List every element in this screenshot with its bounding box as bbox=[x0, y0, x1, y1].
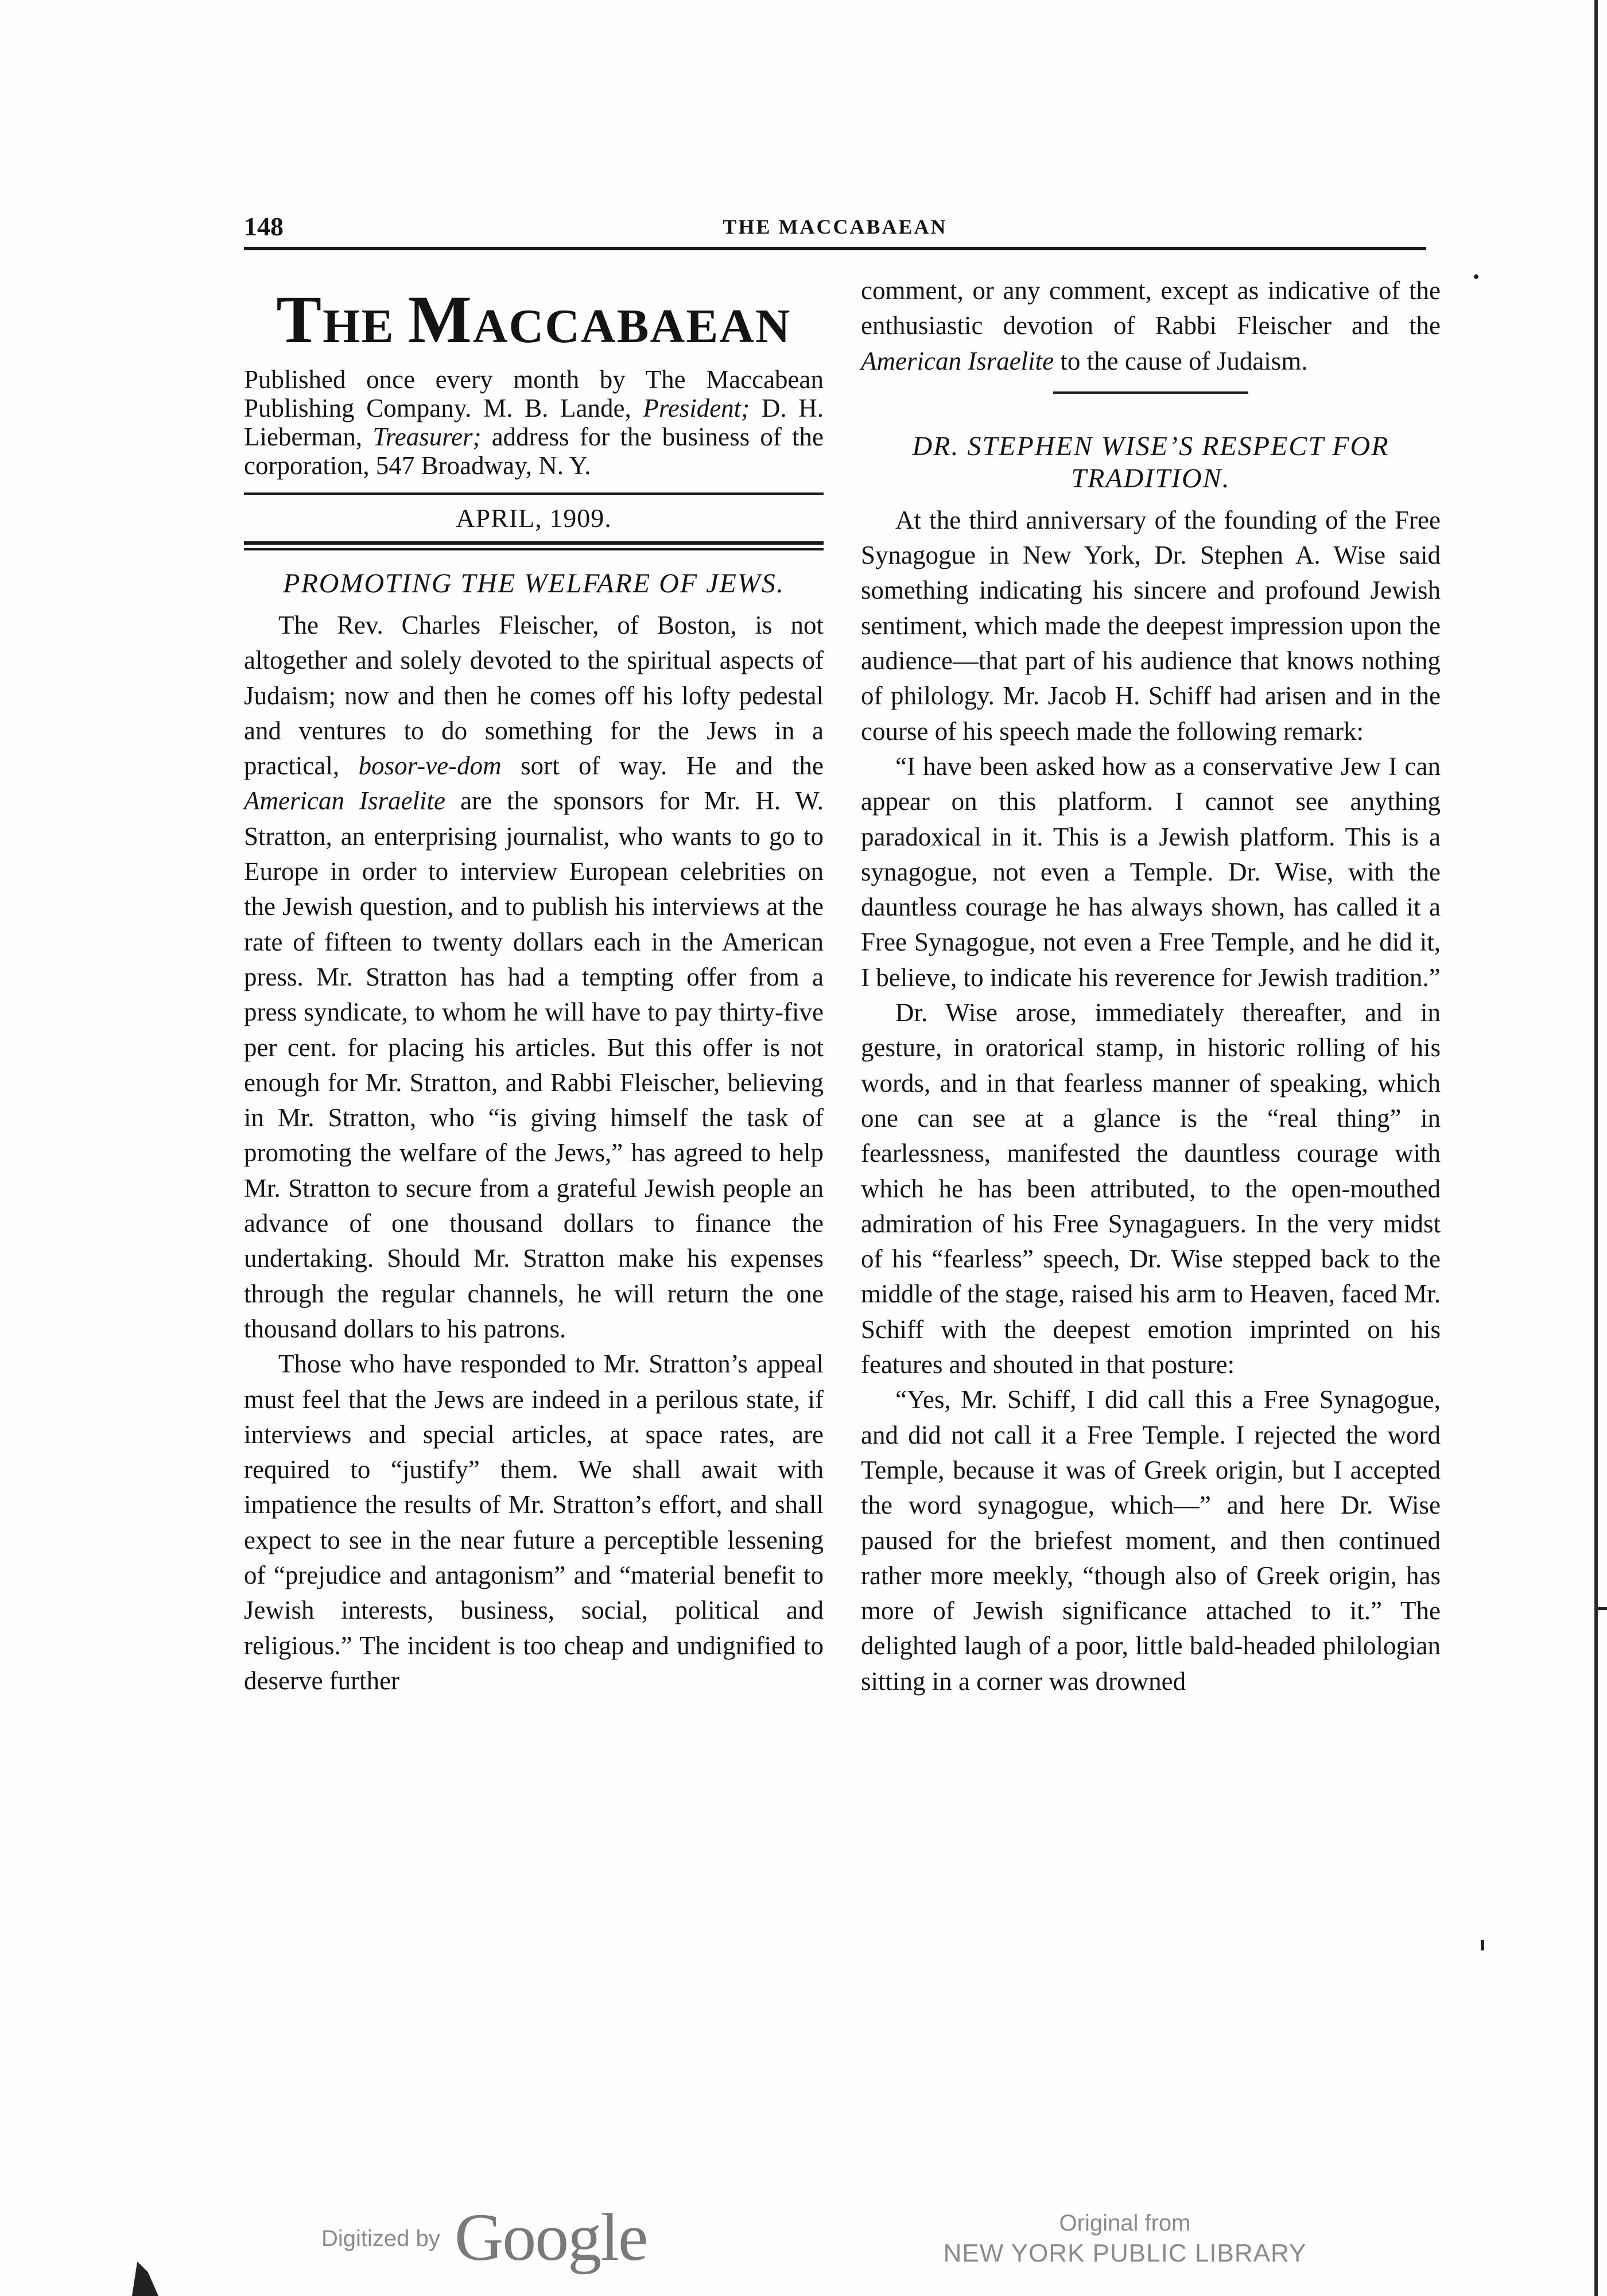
article1-heading: PROMOTING THE WELFARE OF JEWS. bbox=[283, 568, 785, 599]
masthead-title: THE MACCABAEAN bbox=[276, 282, 791, 357]
article1-paragraph-3: comment, or any comment, except as indicative of the enthusiastic devotion of Rabbi Fleischer and the American Israelite to the cause of Judaism. bbox=[861, 276, 1441, 375]
article2-paragraph-1: At the third anniversary of the founding of the Free Synagogue in New York, Dr. Stephen A. Wise said something indicating his sincere and profound Jewish sentiment, which made the deepest impression upon the audience—that part of his audience that knows nothing of philology. Mr. Jacob H. Schiff had arisen and in the course of his speech made the following remark: bbox=[861, 505, 1441, 746]
google-logo: Google bbox=[455, 2200, 647, 2275]
publisher-info: Published once every month by The Maccabean Publishing Company. M. B. Lande, President; D. H. Lieberman, Treasurer; address for the business of the corporation, 547 Broadway, N. Y. bbox=[244, 365, 824, 480]
scan-speck bbox=[1481, 1940, 1484, 1950]
issue-date: APRIL, 1909. bbox=[456, 503, 612, 533]
article1-paragraph-1: The Rev. Charles Fleischer, of Boston, is not altogether and solely devoted to the spiritual aspects of Judaism; now and then he comes off his lofty pedestal and ventures to do something for the Jews in a practical, bosor-ve-dom sort of way. He and the American Israelite are the sponsors for Mr. H. W. Stratton, an enterprising journalist, who wants to go to Europe in order to interview European celebrities on the Jewish question, and to publish his interviews at the rate of fifteen to twenty dollars each in the American press. Mr. Stratton has had a tempting offer from a press syndicate, to whom he will have to pay thirty-five per cent. for placing his articles. But this offer is not enough for Mr. Stratton, and Rabbi Fleischer, believing in Mr. Stratton, who “is giving himself the task of promoting the welfare of the Jews,” has agreed to help Mr. Stratton to secure from a grateful Jewish people an advance of one thousand dollars to finance the undertaking. Should Mr. Stratton make his expenses through the regular channels, he will return the one thousand dollars to his patrons. bbox=[244, 611, 824, 1343]
article2-paragraph-4: “Yes, Mr. Schiff, I did call this a Free Synagogue, and did not call it a Free Temple. I rejected the word Temple, because it was of Greek origin, but I accepted the word synagogue, which—” and here Dr. Wise paused for the briefest moment, and then continued rather more meekly, “though also of Greek origin, has more of Jewish significance attached to it.” The delighted laugh of a poor, little bald-headed philologian sitting in a corner was drowned bbox=[861, 1385, 1441, 1696]
digitized-by-watermark bbox=[321, 2198, 666, 2275]
right-column bbox=[861, 273, 1441, 1699]
scan-speck bbox=[1598, 1607, 1607, 1610]
library-name: NEW YORK PUBLIC LIBRARY bbox=[943, 2239, 1307, 2267]
article2-paragraph-3: Dr. Wise arose, immediately thereafter, and in gesture, in oratorical stamp, in historic rolling of his words, and in that fearless manner of speaking, which one can see at a glance is the “real thing” in fearlessness, manifested the dauntless courage with which he has been attributed, to the open-mouthed admiration of his Free Synagaguers. In the very midst of his “fearless” speech, Dr. Wise stepped back to the middle of the stage, raised his arm to Heaven, faced Mr. Schiff with the deepest emotion imprinted on his features and shouted in that posture: bbox=[861, 998, 1441, 1379]
library-attribution bbox=[895, 2209, 1354, 2270]
divider-rule bbox=[244, 492, 824, 495]
article1-paragraph-2: Those who have responded to Mr. Stratton’s appeal must feel that the Jews are indeed in a perilous state, if interviews and special articles, at space rates, are required to “justify” them. We shall await with impatience the results of Mr. Stratton’s effort, and shall expect to see in the near future a perceptible lessening of “prejudice and antagonism” and “material benefit to Jewish interests, business, social, political and religious.” The incident is too cheap and undignified to deserve further bbox=[244, 1349, 824, 1695]
section-divider bbox=[1053, 391, 1248, 394]
running-head bbox=[244, 211, 1426, 250]
scan-speck bbox=[132, 2262, 158, 2296]
article2-heading: DR. STEPHEN WISE’S RESPECT FOR TRADITION. bbox=[912, 430, 1389, 494]
article2-paragraph-2: “I have been asked how as a conservative Jew I can appear on this platform. I cannot see anything paradoxical in it. This is a Jewish platform. This is a synagogue, not even a Temple. Dr. Wise, with the dauntless courage he has always shown, has called it a Free Synagogue, not even a Free Temple, and he did it, I believe, to indicate his reverence for Jewish tradition.” bbox=[861, 751, 1441, 992]
page-number: 148 bbox=[244, 212, 284, 241]
digitized-by-text: Digitized by bbox=[321, 2226, 440, 2251]
scan-speck bbox=[1474, 274, 1478, 279]
original-from-text: Original from bbox=[1059, 2210, 1191, 2236]
page-edge-line bbox=[1594, 0, 1598, 2296]
double-rule bbox=[244, 541, 824, 550]
running-head-title: THE MACCABAEAN bbox=[723, 215, 948, 238]
left-column bbox=[244, 270, 824, 1698]
